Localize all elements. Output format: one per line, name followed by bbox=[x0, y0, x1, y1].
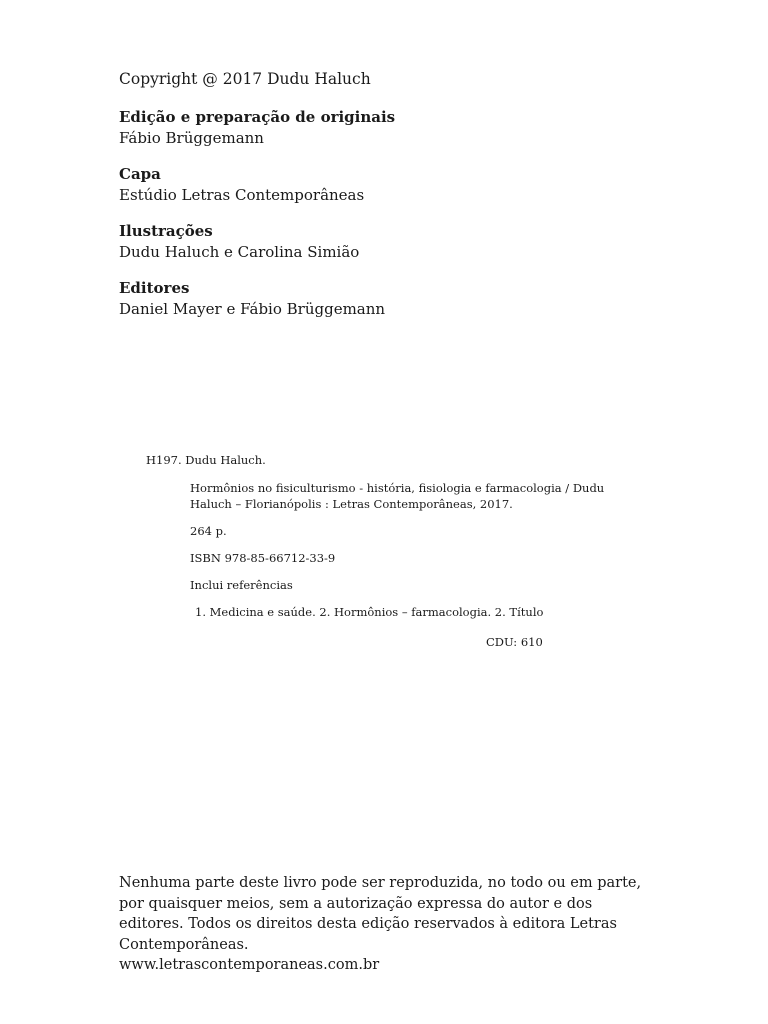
catalog-card bbox=[146, 452, 616, 649]
credit-label: Ilustrações bbox=[119, 222, 213, 240]
catalog-isbn: ISBN 978-85-66712-33-9 bbox=[190, 551, 336, 565]
credit-label: Edição e preparação de originais bbox=[119, 108, 396, 126]
rights-notice bbox=[119, 873, 659, 976]
credit-value: Dudu Haluch e Carolina Simião bbox=[119, 243, 360, 261]
catalog-references: Inclui referências bbox=[190, 578, 293, 592]
catalog-subjects: 1. Medicina e saúde. 2. Hormônios – farmacologia. 2. Título bbox=[195, 605, 544, 619]
copyright-line: Copyright @ 2017 Dudu Haluch bbox=[119, 70, 371, 88]
catalog-pages: 264 p. bbox=[190, 524, 227, 538]
credit-cover bbox=[119, 164, 679, 206]
credit-label: Editores bbox=[119, 279, 190, 297]
credit-editing bbox=[119, 107, 679, 149]
credit-editors bbox=[119, 278, 679, 320]
catalog-body bbox=[190, 480, 616, 620]
credits-section bbox=[119, 68, 679, 335]
credit-value: Fábio Brüggemann bbox=[119, 129, 264, 147]
catalog-heading: H197. Dudu Haluch. bbox=[146, 453, 266, 467]
credit-value: Estúdio Letras Contemporâneas bbox=[119, 186, 365, 204]
catalog-cdu: CDU: 610 bbox=[486, 635, 543, 649]
credit-value: Daniel Mayer e Fábio Brüggemann bbox=[119, 300, 386, 318]
publisher-website: www.letrascontemporaneas.com.br bbox=[119, 957, 380, 973]
credit-illustrations bbox=[119, 221, 679, 263]
rights-text: Nenhuma parte deste livro pode ser reproduzida, no todo ou em parte, por quaisquer meios, sem a autorização expressa do autor e dos editores. Todos os direitos desta edição reservados à editora Letras Contemporâneas. bbox=[119, 875, 642, 953]
catalog-title-line: Hormônios no fisiculturismo - história, fisiologia e farmacologia / Dudu Haluch – Florianópolis : Letras Contemporâneas, 2017. bbox=[190, 481, 605, 511]
credit-label: Capa bbox=[119, 165, 161, 183]
